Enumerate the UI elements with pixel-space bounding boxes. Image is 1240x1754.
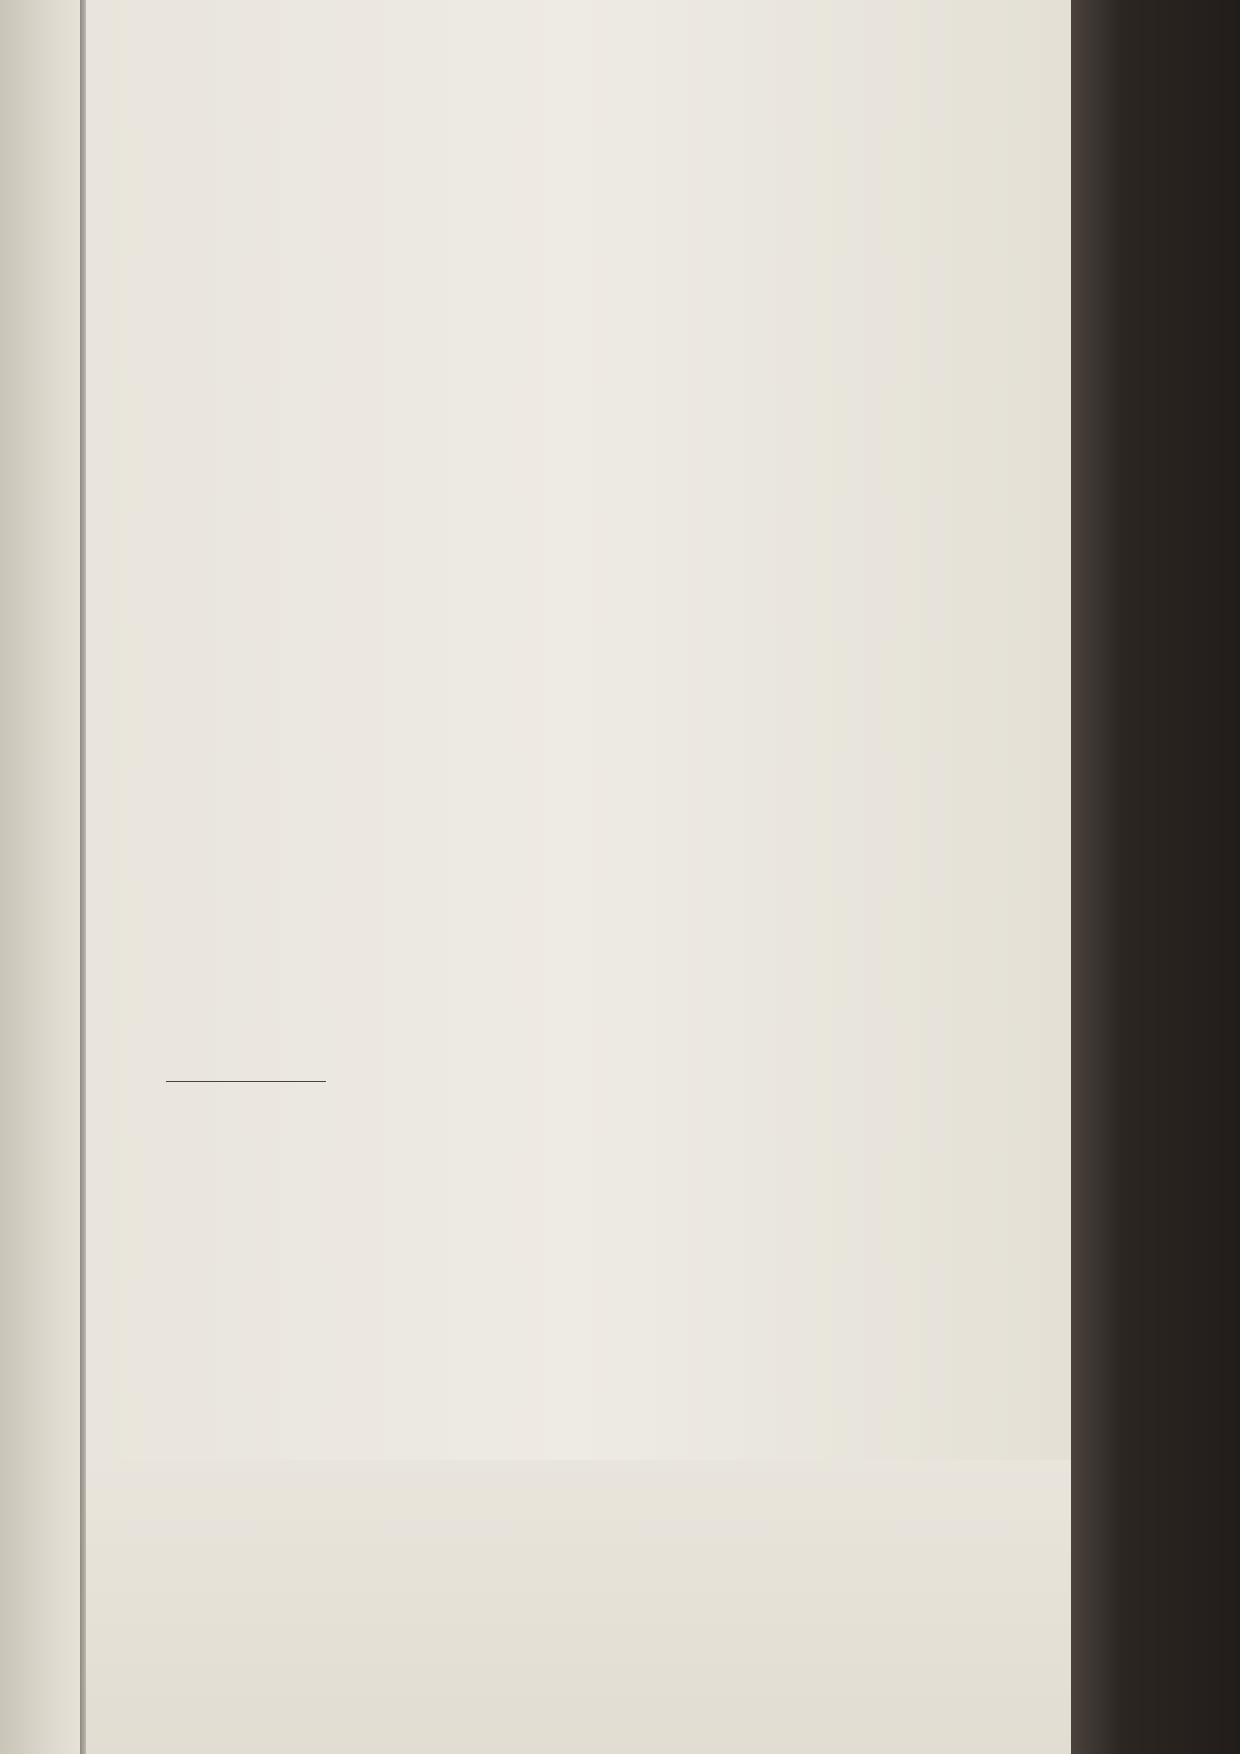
page-lower-area [86, 1460, 1071, 1754]
scan-left-margin [0, 0, 80, 1754]
footnote-separator [166, 1081, 326, 1082]
scan-dark-background [1071, 0, 1240, 1754]
book-page [86, 0, 1071, 1754]
